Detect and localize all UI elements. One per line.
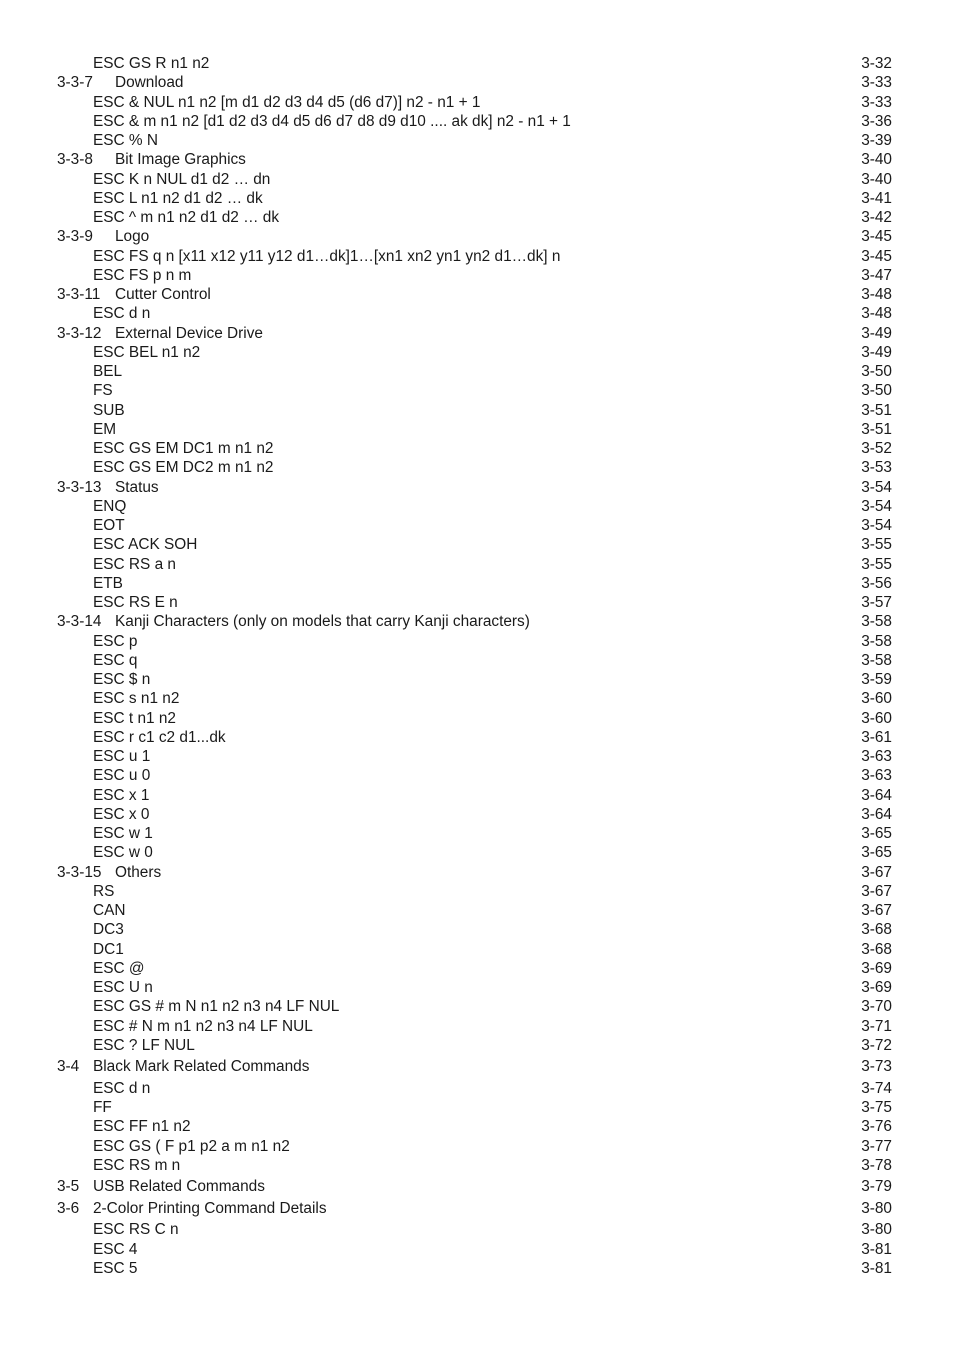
toc-entry-title: ESC ? LF NUL <box>93 1036 195 1054</box>
toc-entry-number: 3-3-14 <box>57 613 102 631</box>
toc-entry-page: 3-75 <box>861 1099 892 1116</box>
toc-entry-title: Cutter Control <box>115 286 211 303</box>
toc-entry-title: ESC RS E n <box>93 594 178 611</box>
toc-entry[interactable] <box>57 285 892 304</box>
toc-entry-title: FS <box>93 382 113 400</box>
toc-entry-title: FF <box>93 1099 112 1116</box>
toc-entry-page: 3-80 <box>861 1221 892 1239</box>
toc-entry-page: 3-39 <box>861 132 892 149</box>
toc-entry-page: 3-61 <box>861 728 892 746</box>
toc-entry-page: 3-64 <box>861 805 892 823</box>
toc-entry-page: 3-60 <box>861 709 892 727</box>
toc-entry[interactable] <box>57 93 892 112</box>
toc-entry[interactable] <box>57 420 892 439</box>
toc-entry-title: ESC RS a n <box>93 555 176 573</box>
toc-entry-page: 3-71 <box>861 1017 892 1035</box>
toc-entry-page: 3-60 <box>861 690 892 708</box>
toc-entry-number: 3-3-13 <box>57 478 102 496</box>
toc-entry-page: 3-51 <box>861 401 892 419</box>
toc-entry-number: 3-3-12 <box>57 324 102 342</box>
toc-entry[interactable] <box>57 343 892 362</box>
toc-entry-title: ESC GS R n1 n2 <box>93 55 210 72</box>
toc-entry-number: 3-4 <box>57 1058 80 1076</box>
toc-entry[interactable] <box>57 1220 892 1239</box>
toc-entry-title: ETB <box>93 574 123 592</box>
toc-entry-page: 3-42 <box>861 209 892 226</box>
toc-entry-title: ESC x 0 <box>93 805 150 823</box>
toc-entry-title: ESC q <box>93 651 138 669</box>
toc-entry[interactable] <box>57 439 892 458</box>
toc-entry[interactable] <box>57 959 892 978</box>
toc-entry-page: 3-51 <box>861 420 892 438</box>
toc-entry-title: ESC K n NUL d1 d2 … dn <box>93 170 271 188</box>
toc-entry-title: ENQ <box>93 497 127 515</box>
toc-entry[interactable] <box>57 1177 892 1196</box>
toc-entry-title: ESC x 1 <box>93 786 150 804</box>
toc-entry[interactable] <box>57 247 892 266</box>
toc-entry-page: 3-72 <box>861 1036 892 1054</box>
toc-entry-page: 3-80 <box>861 1199 892 1217</box>
toc-entry-title: DC1 <box>93 940 124 958</box>
toc-entry[interactable] <box>57 1036 892 1055</box>
toc-entry-page: 3-58 <box>861 632 892 650</box>
toc-entry-number: 3-3-11 <box>57 286 101 303</box>
toc-entry-title: ESC L n1 n2 d1 d2 … dk <box>93 189 263 207</box>
toc-entry-title: EM <box>93 420 117 438</box>
toc-entry-page: 3-65 <box>861 844 892 862</box>
toc-entry-page: 3-74 <box>861 1079 892 1097</box>
toc-entry-page: 3-48 <box>861 305 892 323</box>
toc-entry[interactable] <box>57 131 892 150</box>
toc-entry[interactable] <box>57 574 892 593</box>
toc-entry-title: ESC w 1 <box>93 825 153 842</box>
toc-entry-page: 3-77 <box>861 1137 892 1155</box>
toc-entry[interactable] <box>57 208 892 227</box>
toc-entry[interactable] <box>57 747 892 766</box>
toc-entry-title: DC3 <box>93 921 124 939</box>
toc-entry-page: 3-50 <box>861 363 892 380</box>
toc-entry[interactable] <box>57 54 892 73</box>
toc-entry-page: 3-69 <box>861 959 892 977</box>
toc-entry-title: BEL <box>93 363 123 380</box>
toc-entry-title: ESC % N <box>93 132 158 149</box>
toc-entry-title: ESC GS EM DC1 m n1 n2 <box>93 440 274 457</box>
toc-entry-page: 3-48 <box>861 286 892 303</box>
toc-entry-title: USB Related Commands <box>93 1178 265 1196</box>
toc-entry-title: ESC ^ m n1 n2 d1 d2 … dk <box>93 209 280 226</box>
toc-entry-title: ESC # N m n1 n2 n3 n4 LF NUL <box>93 1017 313 1035</box>
toc-entry[interactable] <box>57 824 892 843</box>
toc-entry-title: ESC GS ( F p1 p2 a m n1 n2 <box>93 1137 290 1155</box>
toc-entry-page: 3-69 <box>861 979 892 996</box>
toc-entry[interactable] <box>57 381 892 400</box>
toc-entry[interactable] <box>57 843 892 862</box>
toc-entry-page: 3-78 <box>861 1156 892 1174</box>
toc-entry-title: ESC RS m n <box>93 1156 181 1174</box>
toc-entry[interactable] <box>57 401 892 420</box>
toc-entry-page: 3-41 <box>861 189 892 207</box>
toc-entry-page: 3-40 <box>861 151 892 169</box>
toc-entry[interactable] <box>57 150 892 169</box>
toc-entry[interactable] <box>57 112 892 131</box>
toc-entry-page: 3-54 <box>861 497 892 515</box>
toc-entry-page: 3-58 <box>861 651 892 669</box>
toc-entry[interactable] <box>57 1017 892 1036</box>
toc-entry-title: ESC RS C n <box>93 1221 179 1239</box>
toc-entry-title: CAN <box>93 902 126 919</box>
toc-entry-page: 3-32 <box>861 55 892 72</box>
toc-entry-page: 3-55 <box>861 536 892 554</box>
toc-entry[interactable] <box>57 1259 892 1278</box>
toc-entry-page: 3-52 <box>861 440 892 457</box>
toc-entry[interactable] <box>57 555 892 574</box>
toc-entry-page: 3-33 <box>861 93 892 111</box>
toc-entry-title: ESC 4 <box>93 1240 138 1258</box>
toc-entry-title: External Device Drive <box>115 324 263 342</box>
toc-entry[interactable] <box>57 612 892 631</box>
toc-entry-title: ESC & m n1 n2 [d1 d2 d3 d4 d5 d6 d7 d8 d9 d10 .... ak dk] n2 - n1 + 1 <box>93 112 571 130</box>
toc-entry-page: 3-79 <box>861 1178 892 1196</box>
toc-entry[interactable] <box>57 1156 892 1175</box>
toc-entry[interactable] <box>57 709 892 728</box>
toc-entry-page: 3-45 <box>861 247 892 265</box>
toc-entry-page: 3-81 <box>861 1240 892 1258</box>
toc-entry[interactable] <box>57 1079 892 1098</box>
toc-entry[interactable] <box>57 978 892 997</box>
toc-entry-number: 3-3-7 <box>57 74 93 92</box>
toc-entry-title: ESC GS # m N n1 n2 n3 n4 LF NUL <box>93 998 340 1016</box>
toc-entry-title: ESC d n <box>93 1079 151 1097</box>
toc-entry-page: 3-33 <box>861 74 892 92</box>
toc-entry-title: ESC GS EM DC2 m n1 n2 <box>93 459 274 477</box>
toc-entry-number: 3-5 <box>57 1178 80 1196</box>
toc-entry-title: ESC w 0 <box>93 844 153 862</box>
toc-entry-page: 3-40 <box>861 170 892 188</box>
toc-entry[interactable] <box>57 901 892 920</box>
toc-entry-title: Bit Image Graphics <box>115 151 246 169</box>
toc-entry[interactable] <box>57 497 892 516</box>
toc-entry-title: ESC & NUL n1 n2 [m d1 d2 d3 d4 d5 (d6 d7)] n2 - n1 + 1 <box>93 93 481 111</box>
toc-entry-page: 3-50 <box>861 382 892 400</box>
toc-entry-page: 3-67 <box>861 882 892 900</box>
toc-entry-number: 3-3-9 <box>57 228 93 246</box>
toc-entry[interactable] <box>57 304 892 323</box>
toc-entry[interactable] <box>57 189 892 208</box>
toc-entry[interactable] <box>57 324 892 343</box>
toc-entry[interactable] <box>57 458 892 477</box>
toc-entry-title: ESC BEL n1 n2 <box>93 343 201 361</box>
toc-entry-page: 3-49 <box>861 343 892 361</box>
toc-entry-page: 3-57 <box>861 594 892 611</box>
toc-entry-title: ESC d n <box>93 305 151 323</box>
toc-entry-page: 3-81 <box>861 1259 892 1277</box>
toc-entry[interactable] <box>57 1117 892 1136</box>
toc-entry[interactable] <box>57 73 892 92</box>
toc-entry-title: Black Mark Related Commands <box>93 1058 310 1076</box>
toc-entry-title: ESC U n <box>93 979 153 996</box>
toc-entry-title: ESC p <box>93 632 138 650</box>
toc-entry[interactable] <box>57 516 892 535</box>
toc-entry-page: 3-59 <box>861 671 892 688</box>
toc-entry-page: 3-67 <box>861 863 892 881</box>
toc-entry-page: 3-49 <box>861 324 892 342</box>
toc-entry-page: 3-54 <box>861 517 892 534</box>
toc-entry-title: ESC u 1 <box>93 748 151 765</box>
toc-entry[interactable] <box>57 1199 892 1218</box>
toc-entry-title: ESC t n1 n2 <box>93 709 176 727</box>
toc-entry-title: Download <box>115 74 184 92</box>
toc-entry-page: 3-68 <box>861 940 892 958</box>
toc-entry-number: 3-6 <box>57 1199 80 1217</box>
toc-entry-title: ESC FS p n m <box>93 266 192 284</box>
toc-entry[interactable] <box>57 1137 892 1156</box>
toc-entry-title: Status <box>115 478 159 496</box>
toc-entry-title: Logo <box>115 228 150 246</box>
toc-entry-page: 3-56 <box>861 574 892 592</box>
toc-entry[interactable] <box>57 535 892 554</box>
toc-entry[interactable] <box>57 227 892 246</box>
toc-entry[interactable] <box>57 478 892 497</box>
toc-entry-page: 3-73 <box>861 1058 892 1076</box>
toc-entry[interactable] <box>57 728 892 747</box>
toc-entry-title: Kanji Characters (only on models that carry Kanji characters) <box>115 613 530 631</box>
toc-entry[interactable] <box>57 940 892 959</box>
toc-entry[interactable] <box>57 670 892 689</box>
toc-entry-page: 3-65 <box>861 825 892 842</box>
toc-entry-title: EOT <box>93 517 125 534</box>
toc-entry[interactable] <box>57 632 892 651</box>
toc-entry[interactable] <box>57 689 892 708</box>
toc-entry-page: 3-47 <box>861 266 892 284</box>
toc-entry-title: ESC @ <box>93 959 145 977</box>
toc-entry-number: 3-3-15 <box>57 863 102 881</box>
toc-entry[interactable] <box>57 170 892 189</box>
toc-entry-page: 3-54 <box>861 478 892 496</box>
toc-entry-page: 3-58 <box>861 613 892 631</box>
toc-entry[interactable] <box>57 863 892 882</box>
toc-entry[interactable] <box>57 266 892 285</box>
toc-entry[interactable] <box>57 1240 892 1259</box>
toc-entry-title: SUB <box>93 401 125 419</box>
toc-entry-page: 3-64 <box>861 786 892 804</box>
toc-entry-page: 3-63 <box>861 767 892 785</box>
toc-entry[interactable] <box>57 805 892 824</box>
toc-entry-page: 3-67 <box>861 902 892 919</box>
toc-entry[interactable] <box>57 997 892 1016</box>
toc-entry[interactable] <box>57 1098 892 1117</box>
toc-entry[interactable] <box>57 651 892 670</box>
toc-entry-title: ESC FS q n [x11 x12 y11 y12 d1…dk]1…[xn1 xn2 yn1 yn2 d1…dk] n <box>93 247 561 265</box>
toc-entry-page: 3-53 <box>861 459 892 477</box>
toc-entry[interactable] <box>57 920 892 939</box>
toc-entry-page: 3-63 <box>861 748 892 765</box>
toc-entry[interactable] <box>57 882 892 901</box>
toc-entry[interactable] <box>57 1057 892 1076</box>
toc-entry[interactable] <box>57 362 892 381</box>
toc-entry-title: ESC r c1 c2 d1...dk <box>93 728 226 746</box>
toc-entry-page: 3-76 <box>861 1118 892 1136</box>
toc-entry-title: ESC s n1 n2 <box>93 690 180 708</box>
toc-entry-title: Others <box>115 863 162 881</box>
toc-entry-page: 3-70 <box>861 998 892 1016</box>
toc-entry-title: ESC $ n <box>93 671 151 688</box>
toc-entry[interactable] <box>57 786 892 805</box>
toc-entry[interactable] <box>57 766 892 785</box>
toc-entry-page: 3-45 <box>861 228 892 246</box>
toc-entry-title: 2-Color Printing Command Details <box>93 1199 327 1217</box>
toc-entry-title: ESC FF n1 n2 <box>93 1118 191 1136</box>
toc-entry-title: RS <box>93 882 115 900</box>
toc-entry-title: ESC ACK SOH <box>93 536 198 554</box>
toc-entry-title: ESC 5 <box>93 1259 138 1277</box>
toc-entry-number: 3-3-8 <box>57 151 93 169</box>
toc-entry[interactable] <box>57 593 892 612</box>
toc-entry-page: 3-36 <box>861 112 892 130</box>
toc-entry-page: 3-68 <box>861 921 892 939</box>
toc-entry-page: 3-55 <box>861 555 892 573</box>
toc-entry-title: ESC u 0 <box>93 767 151 785</box>
